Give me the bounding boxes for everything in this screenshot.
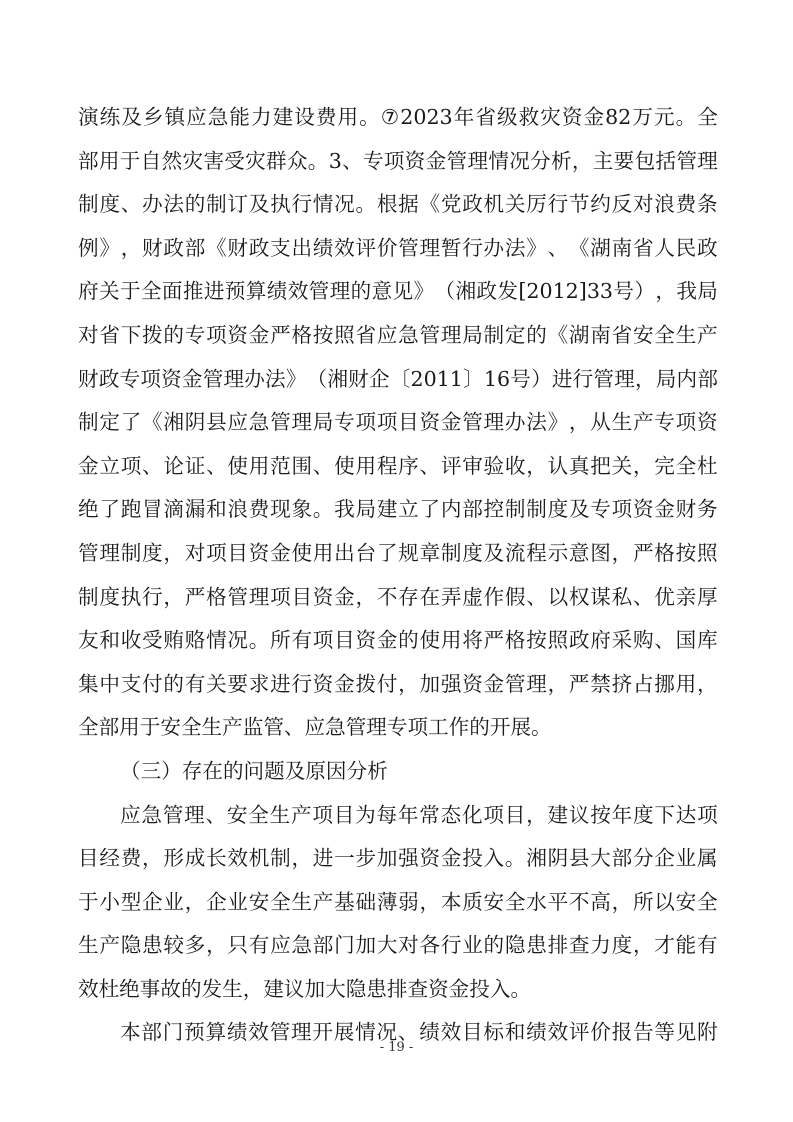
- text-line: 府 关 于 全 面 推 进 预 算 绩 效 管 理 的 意 见 》 （ 湘 政 发 [2012]33 号 ） ， 我 局: [78, 279, 718, 304]
- text-line: 于 小 型 企 业 ， 企 业 安 全 生 产 基 础 薄 弱 ， 本 质 安 全 水 平 不 高 ， 所 以 安 全: [78, 889, 718, 914]
- text-line: 制 度 、 办 法 的 制 订 及 执 行 情 况 。 根 据 《 党 政 机 关 厉 行 节 约 反 对 浪 费 条: [78, 192, 718, 217]
- paragraph-start-line: 应 急 管 理 、 安 全 生 产 项 目 为 每 年 常 态 化 项 目 ， 建 议 按 年 度 下 达 项: [120, 802, 718, 827]
- text-line: 制 定 了 《 湘 阴 县 应 急 管 理 局 专 项 项 目 资 金 管 理 办 法 》 ， 从 生 产 专 项 资: [78, 410, 718, 435]
- text-line: 演 练 及 乡 镇 应 急 能 力 建 设 费 用 。 ⑦ 2023 年 省 级 救 灾 资 金 82 万 元 。 全: [78, 105, 718, 129]
- text-line: 目 经 费 ， 形 成 长 效 机 制 ， 进 一 步 加 强 资 金 投 入 。 湘 阴 县 大 部 分 企 业 属: [78, 846, 718, 871]
- page-number: - 19 -: [379, 1040, 414, 1055]
- paragraph-start-line: 本 部 门 预 算 绩 效 管 理 开 展 情 况 、 绩 效 目 标 和 绩 效 评 价 报 告 等 见 附: [120, 1020, 718, 1045]
- text-line: 金 立 项 、 论 证 、 使 用 范 围 、 使 用 程 序 、 评 审 验 收 ， 认 真 把 关 ， 完 全 杜: [78, 453, 718, 478]
- text-line: 财 政 专 项 资 金 管 理 办 法 》 （ 湘 财 企 〔 2011 〕 16 号 ） 进 行 管 理 ， 局 内 部: [78, 366, 718, 391]
- body-text: [78, 96, 718, 1055]
- text-line: 友 和 收 受 贿 赂 情 况 。 所 有 项 目 资 金 的 使 用 将 严 格 按 照 政 府 采 购 、 国 库: [78, 628, 718, 653]
- text-line: 制 度 执 行 ， 严 格 管 理 项 目 资 金 ， 不 存 在 弄 虚 作 假 、 以 权 谋 私 、 优 亲 厚: [78, 584, 718, 609]
- text-line: 对 省 下 拨 的 专 项 资 金 严 格 按 照 省 应 急 管 理 局 制 定 的 《 湖 南 省 安 全 生 产: [78, 322, 718, 347]
- text-line: 绝 了 跑 冒 滴 漏 和 浪 费 现 象 。 我 局 建 立 了 内 部 控 制 制 度 及 专 项 资 金 财 务: [78, 497, 718, 522]
- text-line: 例 》 ， 财 政 部 《 财 政 支 出 绩 效 评 价 管 理 暂 行 办 法 》 、 《 湖 南 省 人 民 政: [78, 235, 718, 260]
- text-line: 全部用于安全生产监管、应急管理专项工作的开展。: [78, 715, 552, 740]
- paragraph-start-line: （三）存在的问题及原因分析: [120, 758, 388, 783]
- text-line: 集 中 支 付 的 有 关 要 求 进 行 资 金 拨 付 ， 加 强 资 金 管 理 ， 严 禁 挤 占 挪 用 ，: [78, 671, 718, 696]
- text-line: 管 理 制 度 ， 对 项 目 资 金 使 用 出 台 了 规 章 制 度 及 流 程 示 意 图 ， 严 格 按 照: [78, 540, 718, 565]
- text-line: 部 用 于 自 然 灾 害 受 灾 群 众 。 3 、 专 项 资 金 管 理 情 况 分 析 ， 主 要 包 括 管 理: [78, 148, 718, 173]
- text-line: 生 产 隐 患 较 多 ， 只 有 应 急 部 门 加 大 对 各 行 业 的 隐 患 排 查 力 度 ， 才 能 有: [78, 933, 718, 958]
- text-line: 效杜绝事故的发生，建议加大隐患排查资金投入。: [78, 976, 532, 1001]
